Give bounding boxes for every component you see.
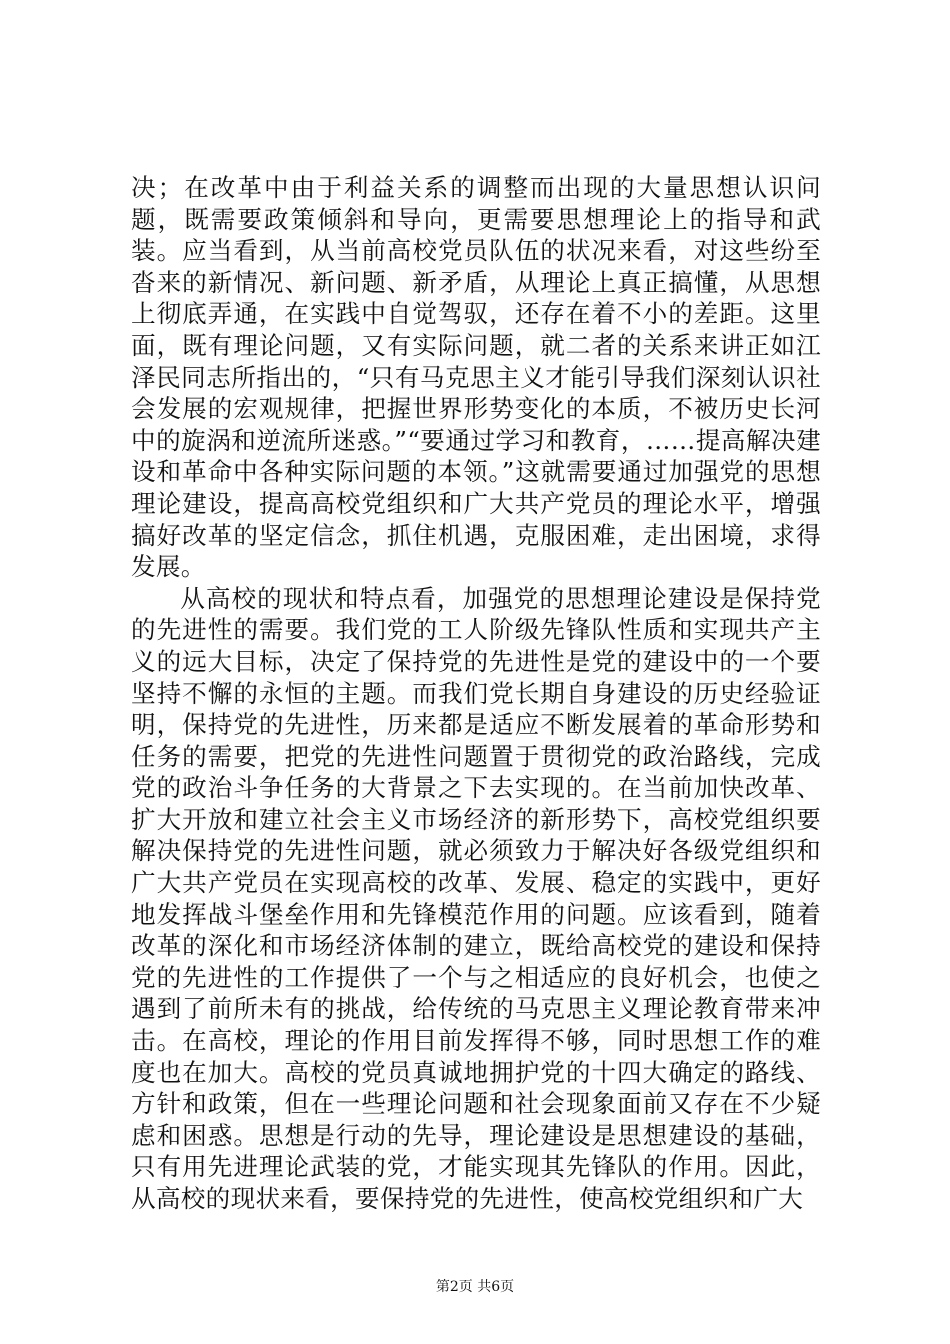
paragraph-advancement: 从高校的现状和特点看，加强党的思想理论建设是保持党的先进性的需要。我们党的工人阶级先锋队性质和实现共产主义的远大目标，决定了保持党的先进性是党的建设中的一个要坚持不懈的永恒的主题。而我们党长期自身建设的历史经验证明，保持党的先进性，历来都是适应不断发展着的革命形势和任务的需要，把党的先进性问题置于贯彻党的政治路线，完成党的政治斗争任务的大背景之下去实现的。在当前加快改革、扩大开放和建立社会主义市场经济的新形势下，高校党组织要解决保持党的先进性问题，就必须致力于解决好各级党组织和广大共产党员在实现高校的改革、发展、稳定的实践中，更好地发挥战斗堡垒作用和先锋模范作用的问题。应该看到，随着改革的深化和市场经济体制的建立，既给高校党的建设和保持党的先进性的工作提供了一个与之相适应的良好机会，也使之遇到了前所未有的挑战，给传统的马克思主义理论教育带来冲击。在高校，理论的作用目前发挥得不够，同时思想工作的难度也在加大。高校的党员真诚地拥护党的十四大确定的路线、方针和政策，但在一些理论问题和社会现象面前又存在不少疑虑和困惑。思想是行动的先导，理论建设是思想建设的基础，只有用先进理论武装的党，才能实现其先锋队的作用。因此，从高校的现状来看，要保持党的先进性，使高校党组织和广大	[131, 583, 821, 1213]
page-footer	[0, 1276, 950, 1296]
page-number: 第2页 共6页	[435, 1279, 515, 1295]
document-body	[131, 172, 821, 1215]
paragraph-continued: 决；在改革中由于利益关系的调整而出现的大量思想认识问题，既需要政策倾斜和导向，更需要思想理论上的指导和武装。应当看到，从当前高校党员队伍的状况来看，对这些纷至沓来的新情况、新问题、新矛盾，从理论上真正搞懂，从思想上彻底弄通，在实践中自觉驾驭，还存在着不小的差距。这里面，既有理论问题，又有实际问题，就二者的关系来讲正如江泽民同志所指出的，“只有马克思主义才能引导我们深刻认识社会发展的宏观规律，把握世界形势变化的本质，不被历史长河中的旋涡和逆流所迷惑。”“要通过学习和教育，……提高解决建设和革命中各种实际问题的本领。”这就需要通过加强党的思想理论建设，提高高校党组织和广大共产党员的理论水平，增强搞好改革的坚定信念，抓住机遇，克服困难，走出困境，求得发展。	[131, 173, 821, 582]
